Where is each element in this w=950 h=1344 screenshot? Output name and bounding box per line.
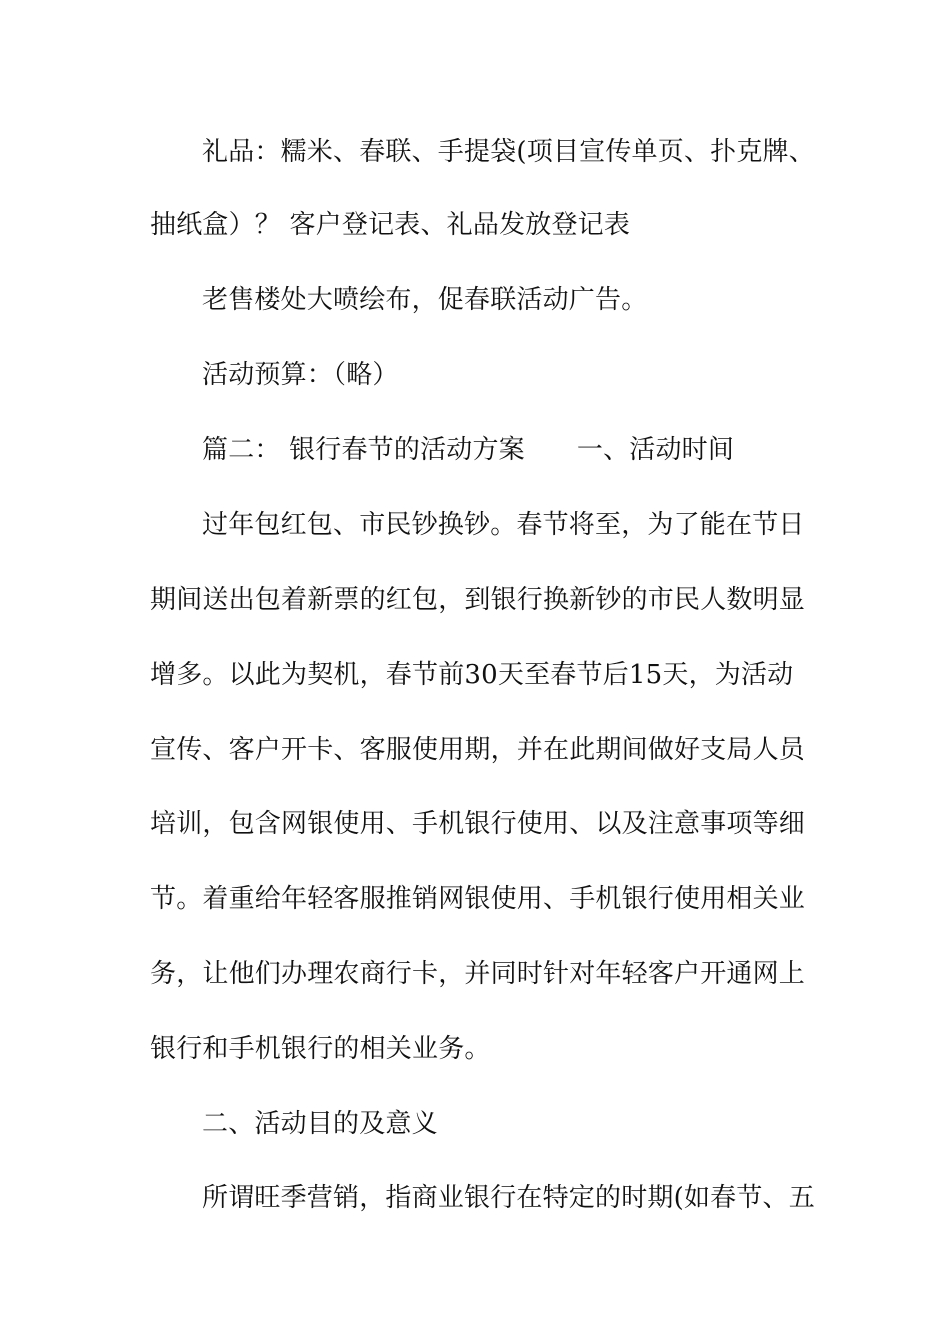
paragraph-gifts-line-1: 礼品：糯米、春联、手提袋(项目宣传单页、扑克牌、 — [202, 137, 815, 167]
paragraph-body-line: 培训，包含网银使用、手机银行使用、以及注意事项等细 — [150, 809, 806, 839]
paragraph-body-line: 务，让他们办理农商行卡，并同时针对年轻客户开通网上 — [150, 959, 806, 989]
paragraph-body-line: 期间送出包着新票的红包，到银行换新钞的市民人数明显 — [150, 585, 806, 615]
paragraph-peak-season: 所谓旺季营销，指商业银行在特定的时期(如春节、五 — [202, 1183, 815, 1213]
paragraph-gifts-line-2: 抽纸盒）？ 客户登记表、礼品发放登记表 — [150, 210, 631, 240]
paragraph-body-line: 银行和手机银行的相关业务。 — [150, 1034, 491, 1064]
section-heading-purpose: 二、活动目的及意义 — [202, 1109, 438, 1139]
section-heading-line — [202, 434, 862, 466]
paragraph-body-line: 节。着重给年轻客服推销网银使用、手机银行使用相关业 — [150, 884, 806, 914]
paragraph-body-line: 宣传、客户开卡、客服使用期，并在此期间做好支局人员 — [150, 735, 806, 765]
paragraph-budget: 活动预算：（略） — [202, 360, 399, 390]
paragraph-banner: 老售楼处大喷绘布，促春联活动广告。 — [202, 285, 648, 315]
paragraph-body-line: 过年包红包、市民钞换钞。春节将至，为了能在节日 — [202, 510, 805, 540]
chapter-title: 篇二： 银行春节的活动方案 — [202, 435, 525, 465]
paragraph-body-line: 增多。以此为契机，春节前30天至春节后15天，为活动 — [150, 660, 794, 690]
section-heading-activity-time: 一、活动时间 — [576, 435, 735, 465]
